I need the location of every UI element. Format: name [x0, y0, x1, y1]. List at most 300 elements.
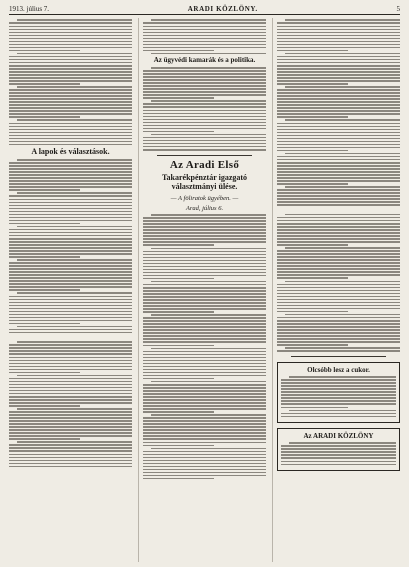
text-line [143, 299, 266, 301]
text-line [9, 262, 132, 264]
text-line [9, 277, 132, 279]
text-line [143, 442, 266, 444]
text-line [9, 123, 132, 125]
text-line [143, 323, 266, 325]
text-line [277, 113, 400, 115]
text-line [151, 100, 266, 102]
text-line [277, 250, 400, 252]
text-line [9, 26, 132, 28]
text-line [277, 256, 400, 258]
text-line [9, 211, 132, 213]
text-line [143, 26, 266, 28]
text-line [277, 287, 400, 289]
text-line [277, 259, 400, 261]
text-line [9, 417, 132, 419]
text-line [143, 29, 266, 31]
text-line [277, 135, 400, 137]
text-line [9, 135, 132, 137]
text-line [151, 67, 266, 69]
text-line [9, 62, 132, 64]
text-line [143, 269, 266, 271]
text-line [143, 131, 214, 133]
text-line [143, 296, 266, 298]
text-line [143, 460, 266, 462]
text-line [9, 444, 132, 446]
text-line [17, 259, 132, 261]
text-line [9, 305, 132, 307]
text-line [9, 429, 132, 431]
text-line [143, 478, 214, 480]
column-3 [272, 18, 400, 562]
text-line [9, 165, 132, 167]
text-line [143, 125, 266, 127]
text-line [9, 238, 132, 240]
text-line [281, 382, 396, 384]
text-line [143, 363, 266, 365]
issue-date: 1913. július 7. [9, 5, 50, 13]
text-line [277, 168, 400, 170]
text-line [9, 177, 132, 179]
text-line [9, 447, 132, 449]
box-heading: Olcsóbb lesz a cukor. [307, 365, 370, 374]
text-line [9, 402, 132, 404]
text-line [277, 89, 400, 91]
text-line [143, 457, 266, 459]
text-line [277, 68, 400, 70]
text-line [277, 32, 400, 34]
text-line [277, 201, 400, 203]
text-line [143, 438, 266, 440]
text-line [277, 302, 400, 304]
text-line [9, 384, 132, 386]
text-line [9, 268, 132, 270]
text-line [143, 223, 266, 225]
text-line [277, 83, 348, 85]
dateline: Arad, július 6. [185, 205, 224, 213]
text-line [143, 229, 266, 231]
text-line [9, 80, 132, 82]
text-line [143, 445, 214, 447]
text-line [143, 475, 266, 477]
text-line [277, 50, 348, 52]
text-line [9, 360, 132, 362]
text-line [143, 317, 266, 319]
text-line [281, 416, 396, 418]
text-line [285, 281, 400, 283]
text-line [277, 241, 400, 243]
text-line [277, 341, 400, 343]
text-line [143, 110, 266, 112]
text-line [9, 405, 80, 407]
text-line [143, 384, 266, 386]
text-line [143, 241, 266, 243]
text-line [9, 378, 132, 380]
text-line [9, 50, 80, 52]
text-line [277, 274, 400, 276]
text-line [277, 141, 400, 143]
column-1 [9, 18, 132, 562]
text-line [277, 77, 400, 79]
text-line [277, 271, 400, 273]
text-line [9, 44, 132, 46]
text-line [277, 204, 400, 206]
text-line [281, 403, 396, 405]
text-line [285, 314, 400, 316]
text-line [143, 85, 266, 87]
text-line [143, 73, 266, 75]
text-line [143, 47, 266, 49]
text-line [277, 323, 400, 325]
text-line [143, 357, 266, 359]
text-line [277, 305, 400, 307]
text-line [277, 29, 400, 31]
text-line [9, 59, 132, 61]
text-line [143, 113, 266, 115]
text-line [285, 186, 400, 188]
text-line [17, 408, 132, 410]
text-line [9, 202, 132, 204]
text-line [277, 56, 400, 58]
text-line [9, 311, 132, 313]
text-line [277, 44, 400, 46]
text-line [9, 366, 132, 368]
text-line [277, 244, 348, 246]
text-line [151, 414, 266, 416]
text-line [143, 44, 266, 46]
text-line [143, 463, 266, 465]
text-line [277, 217, 400, 219]
text-line [9, 353, 132, 355]
text-line [151, 248, 266, 250]
text-line [143, 97, 214, 99]
text-line [9, 183, 132, 185]
text-line [277, 107, 400, 109]
text-line [277, 138, 400, 140]
text-line [281, 385, 396, 387]
text-line [9, 65, 132, 67]
text-line [9, 329, 132, 331]
section-heading: A lapok és választások. [31, 147, 110, 157]
text-line [143, 338, 266, 340]
text-line [143, 50, 214, 52]
text-line [9, 205, 132, 207]
text-line [9, 414, 132, 416]
text-line [277, 189, 400, 191]
text-line [281, 407, 348, 409]
text-line [281, 457, 396, 459]
text-line [277, 317, 400, 319]
text-line [277, 277, 348, 279]
text-line [9, 68, 132, 70]
text-line [9, 41, 132, 43]
box-text [281, 376, 396, 417]
body-text [143, 19, 266, 54]
text-line [143, 466, 266, 468]
text-line [143, 405, 266, 407]
text-line [9, 77, 132, 79]
text-line [9, 466, 132, 468]
text-line [9, 162, 132, 164]
text-line [143, 128, 266, 130]
text-line [281, 445, 396, 447]
article-columns [9, 18, 400, 562]
text-line [277, 110, 400, 112]
text-line [281, 400, 396, 402]
text-line [143, 435, 266, 437]
text-line [143, 320, 266, 322]
text-line [9, 241, 132, 243]
text-line [277, 198, 400, 200]
text-line [281, 454, 396, 456]
text-line [285, 347, 400, 349]
text-line [9, 83, 80, 85]
text-line [9, 299, 132, 301]
text-line [143, 369, 266, 371]
text-line [143, 266, 266, 268]
text-line [277, 92, 400, 94]
text-line [9, 132, 132, 134]
text-line [277, 293, 400, 295]
text-line [143, 244, 214, 246]
text-line [143, 417, 266, 419]
text-line [277, 71, 400, 73]
text-line [151, 19, 266, 21]
text-line [289, 410, 396, 412]
text-line [281, 397, 396, 399]
text-line [9, 399, 132, 401]
text-line [277, 265, 400, 267]
text-line [9, 101, 132, 103]
text-line [9, 104, 132, 106]
text-line [9, 390, 132, 392]
text-line [17, 192, 132, 194]
text-line [9, 220, 132, 222]
text-line [143, 426, 266, 428]
text-line [143, 79, 266, 81]
text-line [143, 332, 266, 334]
text-line [9, 393, 132, 395]
text-line [143, 387, 266, 389]
text-line [143, 91, 266, 93]
text-line [9, 363, 132, 365]
text-line [143, 254, 266, 256]
text-line [9, 296, 132, 298]
text-line [9, 208, 132, 210]
text-line [143, 235, 266, 237]
text-line [9, 71, 132, 73]
body-text [277, 19, 400, 206]
text-line [277, 165, 400, 167]
text-line [143, 402, 266, 404]
text-line [277, 129, 400, 131]
text-line [151, 381, 266, 383]
text-line [143, 106, 266, 108]
text-line [9, 274, 132, 276]
text-line [9, 347, 132, 349]
text-line [9, 229, 132, 231]
text-line [9, 308, 132, 310]
text-line [281, 461, 396, 463]
text-line [9, 189, 80, 191]
text-line [277, 232, 400, 234]
text-line [143, 408, 266, 410]
text-line [143, 260, 266, 262]
text-line [143, 341, 266, 343]
text-line [143, 35, 266, 37]
box-text [281, 442, 396, 465]
text-line [9, 250, 132, 252]
text-line [281, 451, 396, 453]
text-line [9, 253, 132, 255]
text-line [9, 47, 132, 49]
text-line [17, 159, 132, 161]
text-line [277, 223, 400, 225]
text-line [143, 351, 266, 353]
text-line [277, 174, 400, 176]
text-line [143, 469, 266, 471]
text-line [143, 257, 266, 259]
text-line [277, 335, 400, 337]
text-line [9, 454, 132, 456]
text-line [9, 214, 132, 216]
text-line [285, 247, 400, 249]
text-line [277, 144, 400, 146]
text-line [285, 153, 400, 155]
text-line [9, 256, 80, 258]
text-line [277, 195, 400, 197]
subscription-box [277, 428, 400, 471]
text-line [277, 253, 400, 255]
text-line [277, 101, 400, 103]
text-line [289, 442, 396, 444]
text-line [143, 429, 266, 431]
text-line [143, 366, 266, 368]
text-line [277, 268, 400, 270]
text-line [143, 275, 266, 277]
text-line [143, 375, 266, 377]
text-line [143, 217, 266, 219]
text-line [143, 432, 266, 434]
text-line [9, 174, 132, 176]
body-text [9, 19, 132, 145]
text-line [277, 95, 400, 97]
text-line [285, 86, 400, 88]
text-line [281, 464, 396, 466]
text-line [277, 177, 400, 179]
text-line [277, 74, 400, 76]
text-line [143, 140, 266, 142]
text-line [9, 92, 132, 94]
text-line [277, 235, 400, 237]
article-heading: Az Aradi Első [169, 159, 240, 172]
article-subheading: Takarékpénztár igazgató választmányi ülése. [161, 173, 248, 192]
text-line [143, 88, 266, 90]
text-line [9, 280, 132, 282]
text-line [143, 232, 266, 234]
text-line [9, 98, 132, 100]
text-line [151, 134, 266, 136]
text-line [9, 180, 132, 182]
text-line [143, 76, 266, 78]
body-text [277, 214, 400, 352]
text-line [9, 107, 132, 109]
text-line [17, 19, 132, 21]
text-line [9, 171, 132, 173]
text-line [9, 423, 132, 425]
text-line [17, 326, 132, 328]
text-line [143, 454, 266, 456]
text-line [9, 381, 132, 383]
body-text [143, 214, 266, 479]
text-line [9, 110, 132, 112]
text-line [143, 354, 266, 356]
text-line [9, 95, 132, 97]
text-line [9, 35, 132, 37]
article-subtitle: — A föliratok ügyében. — [170, 194, 239, 202]
text-line [17, 341, 132, 343]
text-line [143, 122, 266, 124]
text-line [17, 226, 132, 228]
text-line [277, 238, 400, 240]
text-line [9, 199, 132, 201]
text-line [9, 126, 132, 128]
text-line [9, 186, 132, 188]
text-line [277, 147, 400, 149]
text-line [9, 129, 132, 131]
text-line [143, 472, 266, 474]
text-line [277, 123, 400, 125]
text-line [143, 290, 266, 292]
text-line [277, 220, 400, 222]
text-line [281, 391, 396, 393]
text-line [143, 326, 266, 328]
text-line [9, 283, 132, 285]
text-line [9, 369, 132, 371]
text-line [17, 441, 132, 443]
text-line [277, 116, 348, 118]
text-line [143, 82, 266, 84]
text-line [143, 311, 214, 313]
text-line [281, 394, 396, 396]
text-line [143, 411, 214, 413]
text-line [9, 350, 132, 352]
text-line [9, 232, 132, 234]
text-line [9, 323, 80, 325]
text-line [285, 53, 400, 55]
text-line [281, 388, 396, 390]
text-line [143, 451, 266, 453]
text-line [9, 426, 132, 428]
text-line [9, 435, 132, 437]
text-line [9, 247, 132, 249]
text-line [143, 70, 266, 72]
text-line [9, 450, 132, 452]
text-line [143, 220, 266, 222]
text-line [277, 290, 400, 292]
text-line [143, 335, 266, 337]
text-line [143, 116, 266, 118]
text-line [143, 143, 266, 145]
text-line [143, 22, 266, 24]
text-line [143, 263, 266, 265]
text-line [143, 329, 266, 331]
text-line [143, 302, 266, 304]
text-line [277, 162, 400, 164]
text-line [143, 423, 266, 425]
masthead [9, 5, 400, 15]
text-line [151, 281, 266, 283]
text-line [281, 379, 396, 381]
